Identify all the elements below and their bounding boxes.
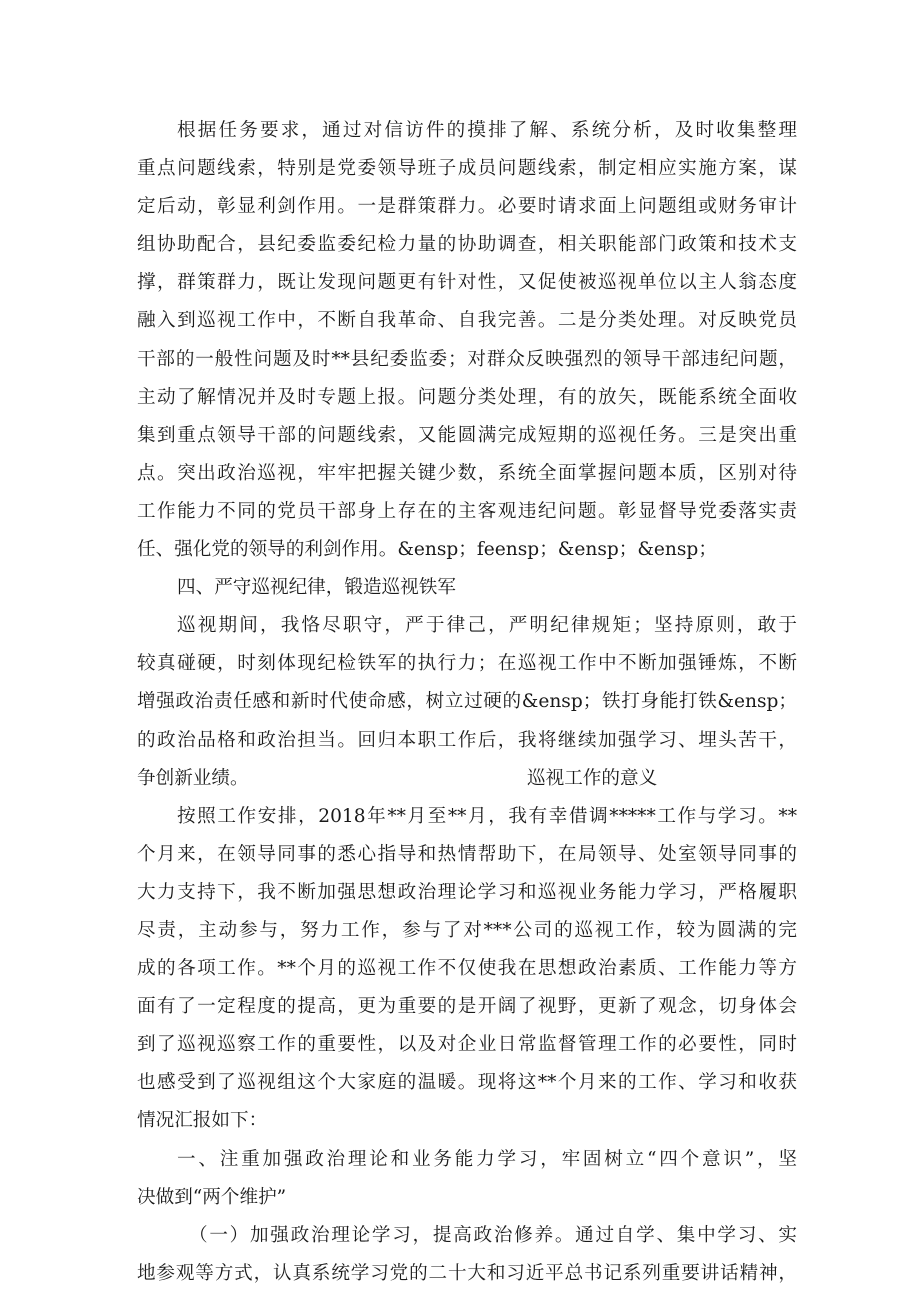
paragraph-line: 任、强化党的领导的利剑作用。&ensp；feensp；&ensp；&ensp；	[137, 539, 717, 561]
section-heading: 决做到“两个维护”	[137, 1186, 287, 1208]
paragraph-line: 较真碰硬，时刻体现纪检铁军的执行力；在巡视工作中不断加强锤炼，不断	[137, 653, 797, 675]
paragraph-line: 的政治品格和政治担当。回归本职工作后，我将继续加强学习、埋头苦干，	[137, 729, 797, 751]
paragraph-line: 成的各项工作。**个月的巡视工作不仅使我在思想政治素质、工作能力等方	[137, 958, 797, 980]
paragraph-line: 也感受到了巡视组这个大家庭的温暖。现将这**个月来的工作、学习和收获	[137, 1072, 797, 1094]
paragraph-line: 个月来，在领导同事的悉心指导和热情帮助下，在局领导、处室领导同事的	[137, 843, 797, 865]
paragraph-line: 尽责，主动参与，努力工作，参与了对***公司的巡视工作，较为圆满的完	[137, 919, 797, 941]
paragraph-line: 增强政治责任感和新时代使命感，树立过硬的&ensp；铁打身能打铁&ensp；	[137, 691, 797, 713]
document-page	[137, 112, 797, 1293]
paragraph-line: 工作能力不同的党员干部身上存在的主客观违纪问题。彰显督导党委落实责	[137, 500, 797, 522]
paragraph-line: 集到重点领导干部的问题线索，又能圆满完成短期的巡视任务。三是突出重	[137, 424, 797, 446]
paragraph-line: 根据任务要求，通过对信访件的摸排了解、系统分析，及时收集整理	[177, 120, 797, 141]
paragraph-line-end: 争创新业绩。	[137, 767, 249, 789]
paragraph-line: 巡视期间，我恪尽职守，严于律己，严明纪律规矩；坚持原则，敢于	[177, 615, 797, 637]
section-heading: 一、注重加强政治理论和业务能力学习，牢固树立“四个意识”，坚	[177, 1148, 797, 1170]
article-title: 巡视工作的意义	[527, 767, 658, 789]
paragraph-line: 大力支持下，我不断加强思想政治理论学习和巡视业务能力学习，严格履职	[137, 881, 797, 903]
paragraph-line: 重点问题线索，特别是党委领导班子成员问题线索，制定相应实施方案，谋	[137, 158, 797, 180]
paragraph-line: 主动了解情况并及时专题上报。问题分类处理，有的放矢，既能系统全面收	[137, 386, 797, 408]
paragraph-line: 到了巡视巡察工作的重要性，以及对企业日常监督管理工作的必要性，同时	[137, 1034, 797, 1056]
paragraph-line: 干部的一般性问题及时**县纪委监委；对群众反映强烈的领导干部违纪问题，	[137, 348, 797, 370]
paragraph-line: 地参观等方式，认真系统学习党的二十大和习近平总书记系列重要讲话精神，	[137, 1262, 797, 1284]
paragraph-line: 撑，群策群力，既让发现问题更有针对性，又促使被巡视单位以主人翁态度	[137, 272, 797, 294]
section-heading: 四、严守巡视纪律，锻造巡视铁军	[177, 577, 456, 599]
paragraph-line: 定后动，彰显利剑作用。一是群策群力。必要时请求面上问题组或财务审计	[137, 196, 797, 218]
paragraph-line: 面有了一定程度的提高，更为重要的是开阔了视野，更新了观念，切身体会	[137, 996, 797, 1018]
paragraph-line-with-heading	[137, 760, 797, 798]
subsection-heading-line: （一）加强政治理论学习，提高政治修养。通过自学、集中学习、实	[189, 1224, 797, 1246]
paragraph-line: 按照工作安排，2018年**月至**月，我有幸借调*****工作与学习。**	[177, 805, 797, 827]
paragraph-line: 情况汇报如下：	[137, 1110, 268, 1132]
paragraph-line: 组协助配合，县纪委监委纪检力量的协助调查，相关职能部门政策和技术支	[137, 234, 797, 256]
paragraph-line: 融入到巡视工作中，不断自我革命、自我完善。二是分类处理。对反映党员	[137, 310, 797, 332]
paragraph-line: 点。突出政治巡视，牢牢把握关键少数，系统全面掌握问题本质，区别对待	[137, 462, 797, 484]
